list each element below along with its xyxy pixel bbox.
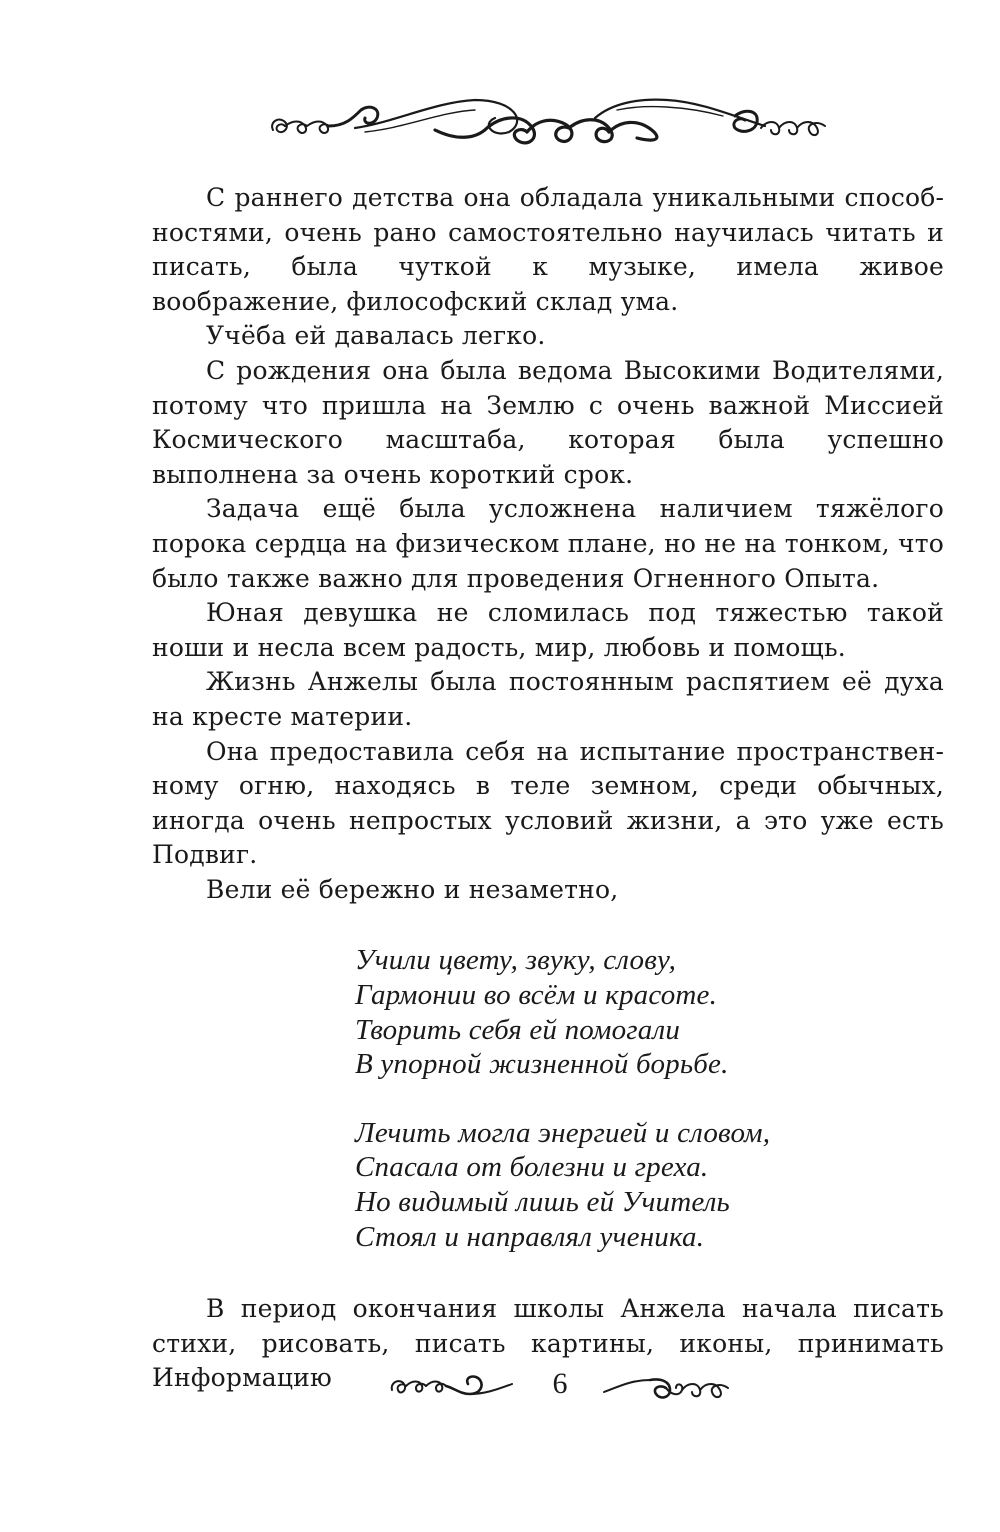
paragraph: Учёба ей давалась легко. xyxy=(206,321,546,351)
paragraph: С рождения она была ведома Высокими Водителями, потому что пришла на Землю с очень важной Миссией Космического масштаба, которая была успешно выполнена за очень короткий срок. xyxy=(152,355,944,489)
paragraph: С раннего детства она обладала уникальными способностями, очень рано самостоятельно научилась читать и писать, была чуткой к музыке, имела живое воображение, философский склад ума. xyxy=(152,183,944,316)
footer-left-ornament-icon xyxy=(388,1368,516,1408)
page-number: 6 xyxy=(552,1367,568,1400)
poem-line: Учили цвету, звуку, слову, xyxy=(355,944,677,977)
poem-line: Но видимый лишь ей Учитель xyxy=(355,1186,730,1219)
paragraph: Вели её бережно и незаметно, xyxy=(206,874,619,904)
poem-line: В упорной жизненной борьбе. xyxy=(355,1048,729,1081)
poem-stanza xyxy=(355,1116,944,1254)
poem xyxy=(355,943,944,1254)
paragraph: Она предоставила себя на испытание пространственному огню, находясь в теле земном, среди обычных, иногда очень непростых условий жизни, а это уже есть Подвиг. xyxy=(152,736,944,870)
paragraph: В период окончания школы Анжела начала писать стихи, рисовать, писать картины, иконы, принимать Информацию xyxy=(152,1294,944,1393)
poem-line: Спасала от болезни и греха. xyxy=(355,1151,709,1184)
paragraph: Жизнь Анжелы была постоянным распятием её духа на кресте материи. xyxy=(152,667,944,731)
top-ornament-icon xyxy=(265,88,835,168)
main-text xyxy=(152,181,944,1396)
poem-line: Творить себя ей помогали xyxy=(355,1013,681,1046)
poem-line: Лечить могла энергией и словом, xyxy=(355,1116,771,1149)
page-footer xyxy=(0,1360,1000,1416)
poem-line: Стоял и направлял ученика. xyxy=(355,1220,705,1253)
footer-right-ornament-icon xyxy=(600,1368,732,1408)
poem-stanza xyxy=(355,943,944,1081)
paragraph: Юная девушка не сломилась под тяжестью такой ноши и несла всем радость, мир, любовь и помощь. xyxy=(152,598,944,662)
poem-line: Гармонии во всём и красоте. xyxy=(355,979,718,1012)
paragraph: Задача ещё была усложнена наличием тяжёлого порока сердца на физическом плане, но не на тонком, что было также важно для проведения Огненного Опыта. xyxy=(152,494,944,593)
